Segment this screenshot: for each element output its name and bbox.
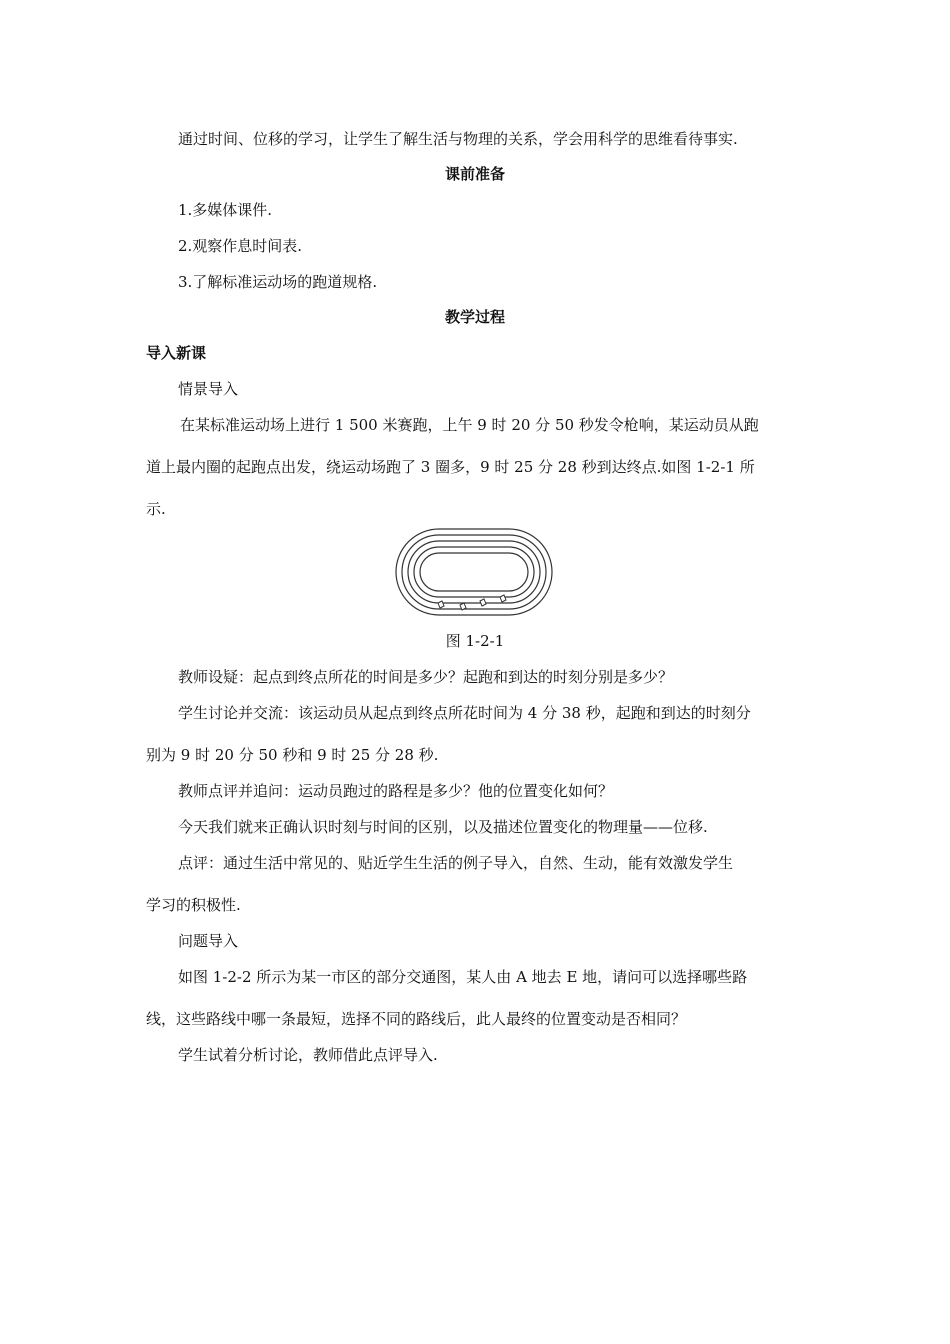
scene-intro-title: 情景导入: [178, 380, 239, 398]
scene-paragraph-line-1: 在某标准运动场上进行 1 500 米赛跑，上午 9 时 20 分 50 秒发令枪响，某运动员从跑: [180, 416, 759, 434]
student-discussion-line-2: 别为 9 时 20 分 50 秒和 9 时 25 分 28 秒.: [146, 746, 439, 764]
comment-line-2: 学习的积极性.: [146, 896, 241, 914]
heading-teaching-process: 教学过程: [444, 308, 505, 326]
comment-line-1: 点评：通过生活中常见的、贴近学生生活的例子导入，自然、生动，能有效激发学生: [178, 854, 734, 872]
running-track-figure: [394, 527, 554, 617]
figure-caption: 图 1-2-1: [445, 632, 505, 650]
today-paragraph: 今天我们就来正确认识时刻与时间的区别，以及描述位置变化的物理量——位移.: [178, 818, 708, 836]
prep-item-3: 3.了解标准运动场的跑道规格.: [178, 273, 378, 291]
problem-intro-title: 问题导入: [178, 932, 239, 950]
heading-intro: 导入新课: [146, 344, 207, 362]
problem-paragraph-line-1: 如图 1-2-2 所示为某一市区的部分交通图，某人由 A 地去 E 地，请问可以选择哪些路: [178, 968, 748, 986]
student-discussion-line-1: 学生讨论并交流：该运动员从起点到终点所花时间为 4 分 38 秒，起跑和到达的时刻分: [178, 704, 751, 722]
scene-paragraph-line-2: 道上最内圈的起跑点出发，绕运动场跑了 3 圈多，9 时 25 分 28 秒到达终点.如图 1-2-1 所: [146, 458, 755, 476]
prep-item-1: 1.多媒体课件.: [178, 201, 273, 219]
scene-paragraph-line-3: 示.: [146, 500, 166, 518]
teacher-question: 教师设疑：起点到终点所花的时间是多少？起跑和到达的时刻分别是多少？: [178, 668, 674, 686]
heading-preparation: 课前准备: [444, 165, 505, 183]
prep-item-2: 2.观察作息时间表.: [178, 237, 303, 255]
teacher-follow-up: 教师点评并追问：运动员跑过的路程是多少？他的位置变化如何？: [178, 782, 614, 800]
goal-paragraph: 通过时间、位移的学习，让学生了解生活与物理的关系，学会用科学的思维看待事实.: [178, 130, 738, 148]
closing-paragraph: 学生试着分析讨论，教师借此点评导入.: [178, 1046, 438, 1064]
problem-paragraph-line-2: 线，这些路线中哪一条最短，选择不同的路线后，此人最终的位置变动是否相同？: [146, 1010, 687, 1028]
